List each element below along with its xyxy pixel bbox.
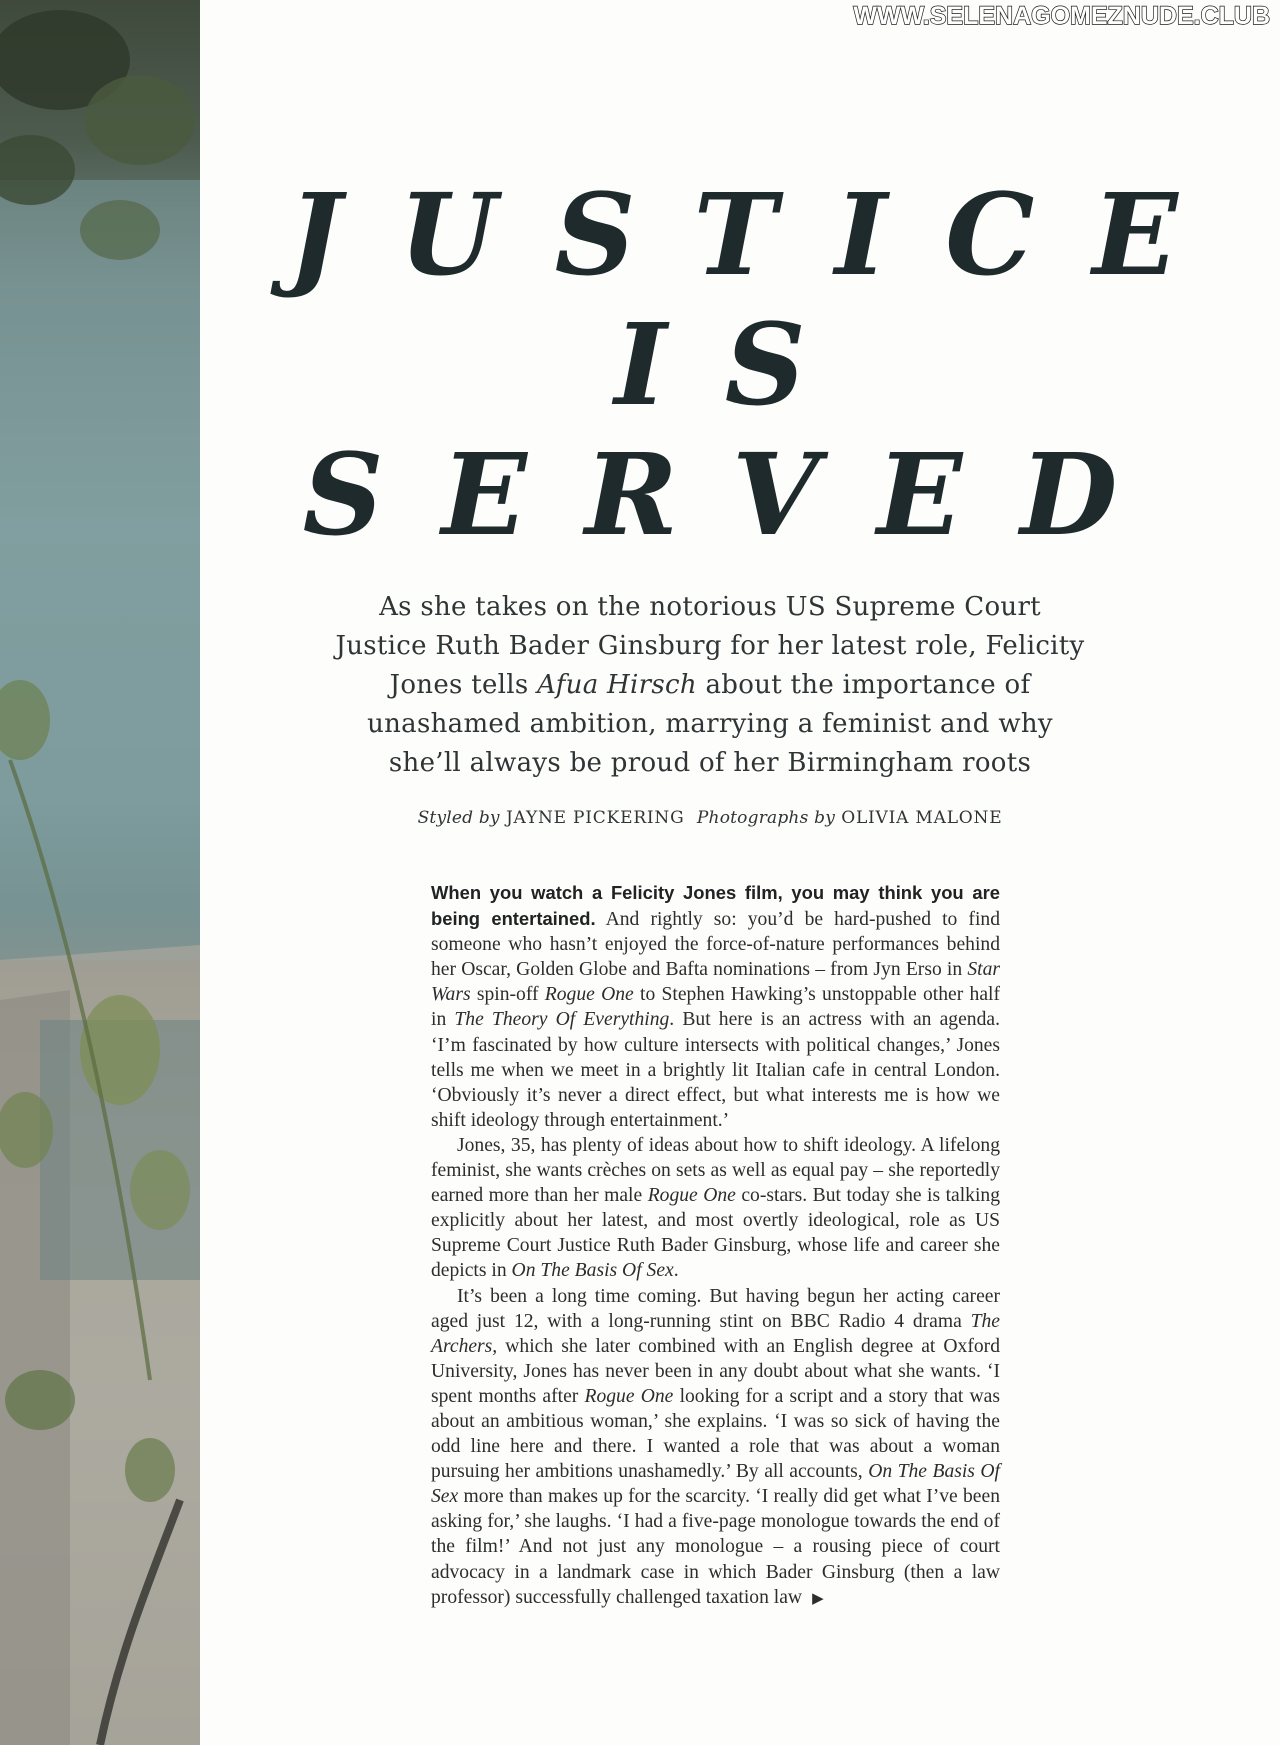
article-text: looking for a script and a story that was about an ambitious woman,’ she explains. ‘I was so sick of having the odd line here and there. I wanted a role that was about a woman pursuing her ambitions unashamedly.’ By all accounts, [431, 1385, 1000, 1483]
play-arrow-icon: ▶ [812, 1590, 824, 1607]
article-text: co-stars. But today she is talking explicitly about her latest, and most overtly ideological, role as US Supreme Court Justice Ruth Bader Ginsburg, whose life and career she depicts in [431, 1185, 1001, 1282]
standfirst-part-1: As she takes on the notorious US Supreme Court Justice Ruth Bader Ginsburg for her latest role, Felicity Jones tells [335, 592, 1085, 700]
article-italic: Rogue One [647, 1185, 736, 1207]
article-paragraph-2 [431, 1133, 1000, 1284]
article-text: . [673, 1260, 679, 1282]
stylist-name: JAYNE PICKERING [505, 808, 685, 828]
side-photo [0, 0, 200, 1745]
article-italic: On The Basis Of Sex [431, 1461, 1000, 1508]
article-text: spin-off [470, 984, 545, 1006]
article-italic: Rogue One [544, 984, 634, 1006]
standfirst [330, 588, 1090, 783]
article-text: more than makes up for the scarcity. ‘I really did get what I’ve been asking for,’ she laughs. ‘I had a five-page monologue towards the end of the film!’ And not just any monologue – a rousing piece of court advocacy in a landmark case in which Bader Ginsburg (then a law professor) successfully challenged taxation law [431, 1486, 1000, 1608]
article-text: to Stephen Hawking’s unstoppable other half in [431, 984, 1000, 1031]
headline-line-3: SERVED [302, 430, 1176, 561]
article-italic: Rogue One [584, 1385, 674, 1407]
article-italic: The Archers, [431, 1310, 1000, 1357]
article-text: And rightly so: you’d be hard-pushed to find someone who hasn’t enjoyed the force-of-nature performances behind her Oscar, Golden Globe and Bafta nominations – from Jyn Erso in [431, 909, 1000, 981]
headline-line-1: JUSTICE [288, 170, 1236, 301]
lead-in: When you watch a Felicity Jones film, you may think you are being entertained. [431, 882, 1000, 930]
article-text: Jones, 35, has plenty of ideas about how to shift ideology. A lifelong feminist, she wants crèches on sets as well as equal pay – she reportedly earned more than her male [431, 1134, 1000, 1207]
side-photo-foliage [0, 0, 200, 1745]
article-italic: Star Wars [431, 959, 1000, 1006]
article-italic: On The Basis Of Sex [511, 1260, 674, 1282]
article-body [431, 880, 1000, 1612]
article-paragraph-3 [431, 1284, 1000, 1612]
article-text: It’s been a long time coming. But having begun her acting career aged just 12, with a long-running stint on BBC Radio 4 drama [431, 1285, 1000, 1332]
watermark: WWW.SELENAGOMEZNUDE.CLUB [853, 2, 1270, 30]
article-text: . But here is an actress with an agenda. ‘I’m fascinated by how culture intersects with political changes,’ Jones tells me when we meet in a brightly lit Italian cafe in central London. ‘Obviously it’s never a direct effect, but what interests me is how we shift ideology through entertainment.’ [431, 1009, 1000, 1131]
photographer-name: OLIVIA MALONE [841, 808, 1003, 828]
styled-by-label: Styled by [417, 808, 500, 828]
photographs-by-label: Photographs by [696, 808, 835, 828]
standfirst-author: Afua Hirsch [537, 670, 697, 700]
article-italic: The Theory Of Everything [454, 1009, 670, 1031]
headline-line-2: IS [614, 300, 864, 431]
article-text: which she later combined with an English degree at Oxford University, Jones has never been in any doubt about what she wants. ‘I spent months after [431, 1335, 1000, 1407]
article-paragraph-1 [431, 880, 1000, 1133]
standfirst-part-2: about the importance of unashamed ambition, marrying a feminist and why she’ll always be proud of her Birmingham roots [367, 670, 1053, 778]
credits [330, 808, 1090, 828]
